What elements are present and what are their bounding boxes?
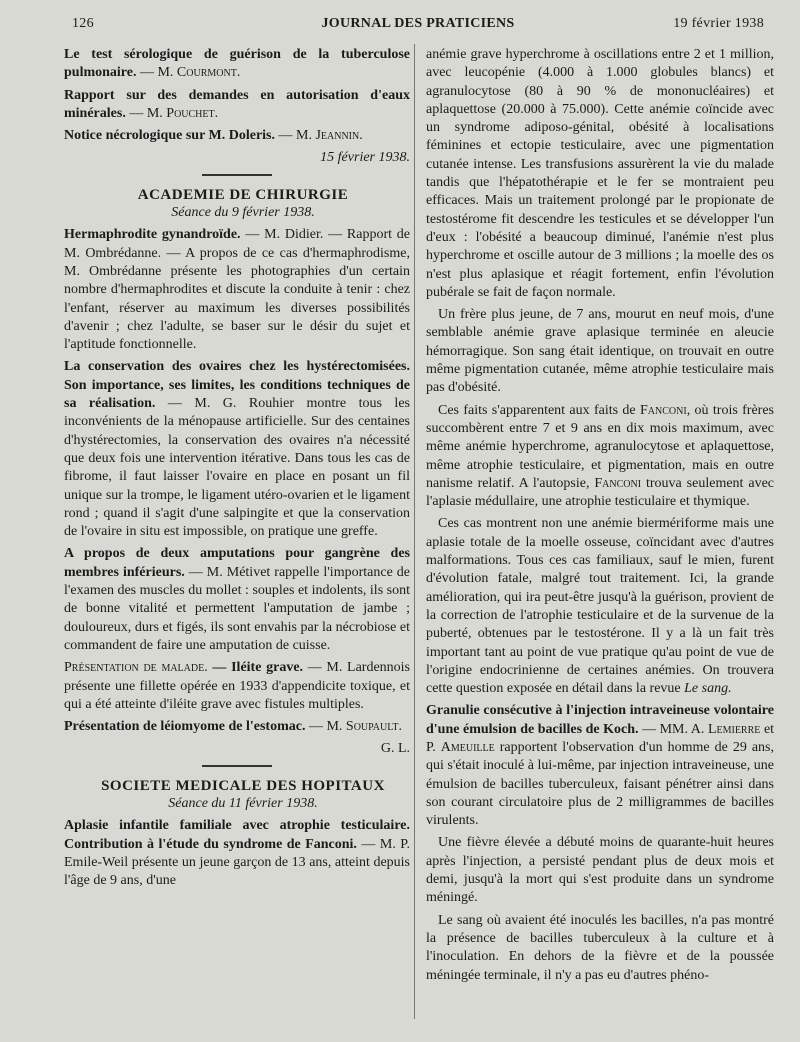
right-column: [426, 46, 774, 989]
article: Granulie consécutive à l'injection intraveineuse volontaire d'une émulsion de bacilles de Koch. — MM. A. Lemierre et P. Ameuille rapportent l'observation d'un homme de 29 ans, qui s'était inoculé à lui-même, par injection intraveineuse, une émulsion de bacilles tuberculeux, faisant pénétrer ainsi dans son courant circulatoire plus de 2 milligrammes de bacilles virulents.: [426, 703, 775, 829]
list-item: Le test sérologique de guérison de la tuberculose pulmonaire. — M. Courmont.: [64, 47, 410, 81]
section-session: Séance du 11 février 1938.: [168, 795, 318, 811]
paragraph: Un frère plus jeune, de 7 ans, mourut en neuf mois, d'une semblable anémie grave aplasique terminée en aleucie hémorragique. Son sang était identique, on trouvait en outre même pigmentation cutanée, même atrophie testiculaire mais pas d'obésité.: [426, 307, 774, 396]
section-heading: SOCIETE MEDICALE DES HOPITAUX: [101, 777, 385, 794]
article: Présentation de léiomyome de l'estomac. — M. Soupault.: [64, 719, 403, 735]
section-heading: ACADEMIE DE CHIRURGIE: [137, 186, 349, 203]
paragraph: Ces faits s'apparentent aux faits de Fanconi, où trois frères succombèrent entre 7 et 9 ans en dix mois maximum, avec même anémie hyperchrome, agranulocytose et aplaquettose, même atrophie testiculaire, et pigmentation, mais en outre nanisme relatif. A l'autopsie, Fanconi trouva seulement avec l'aplasie médullaire, une atrophie testiculaire et thymique.: [426, 402, 775, 510]
section-session: Séance du 9 février 1938.: [171, 205, 315, 221]
signature: G. L.: [380, 741, 410, 757]
separator-rule: [202, 765, 272, 767]
session-date: 15 février 1938.: [320, 150, 410, 166]
paragraph: Le sang où avaient été inoculés les bacilles, n'a pas montré la présence de bacilles tuberculeux à la culture et à l'inoculation. En dehors de la fièvre et de la poussée méningée terminale, il n'y a pas eu d'autres phéno-: [426, 912, 774, 983]
paragraph: Ces cas montrent non une anémie biermériforme mais une aplasie totale de la moelle osseuse, coïncidant avec d'autres malformations. Tous ces cas familiaux, sauf le mien, furent d'évolution fatale, malgré tout traitement. Ici, la grande amélioration, qui ira peut-être jusqu'à la guérison, provient de la correction de l'atrophie testiculaire et de la survenue de la puberté, obtenues par le testostérone. Il y a là un fait très important tant au point de vue pratique qu'au point de vue de l'origine endocrinienne de certaines anémies. On trouvera cette question exposée en détail dans la revue Le sang.: [426, 516, 774, 697]
paragraph: Une fièvre élevée a débuté moins de quarante-huit heures après l'injection, a persisté pendant plus de deux mois et demi, jusqu'à la mort qui s'est produite dans un syndrome méningé.: [426, 835, 774, 906]
page-number: 126: [72, 16, 94, 31]
article: La conservation des ovaires chez les hystérectomisées. Son importance, ses limites, les conditions techniques de sa réalisation. — M. G. Rouhier montre tous les inconvénients de la ménopause artificielle. Sur des centaines d'hystérectomies, la conservation des ovaires n'a nécessité que deux fois une intervention itérative. Dans tous les cas de fibrome, il faut laisser l'ovaire en place en posant un fil unique sur la trompe, le ligament utéro-ovarien et le ligament rond ; quand il s'agit d'une salpingite et que la conservation de l'ovaire in situ est impossible, on pratique une greffe.: [64, 359, 410, 540]
article: A propos de deux amputations pour gangrène des membres inférieurs. — M. Métivet rappelle l'importance de l'examen des muscles du mollet : souples et indolents, ils sont de bonne vitalité et permettent l'amputation de jambe ; douloureux, durs et figés, ils sont envahis par la nécrobiose et commandent de faire une amputation de cuisse.: [64, 546, 411, 653]
list-item: Notice nécrologique sur M. Doleris. — M. Jeannin.: [64, 128, 363, 144]
issue-date: 19 février 1938: [673, 16, 764, 31]
running-header: [72, 14, 764, 36]
journal-title: JOURNAL DES PRATICIENS: [321, 16, 515, 31]
column-divider: [414, 44, 415, 1019]
article: Aplasie infantile familiale avec atrophie testiculaire. Contribution à l'étude du syndrome de Fanconi. — M. P. Emile-Weil présente un jeune garçon de 13 ans, atteint depuis l'âge de 9 ans, d'une: [64, 818, 411, 889]
left-column: [64, 46, 410, 894]
article: Présentation de malade. — Iléite grave. — M. Lardennois présente une fillette opérée en 1933 d'appendicite toxique, et qui a été atteinte d'iléite grave avec fistules multiples.: [64, 660, 411, 712]
separator-rule: [202, 174, 272, 176]
article: Hermaphrodite gynandroïde. — M. Didier. — Rapport de M. Ombrédanne. — A propos de ce cas d'hermaphrodisme, M. Ombrédanne présente les photographies d'un certain nombre d'hermaphrodites et discute la conduite à tenir : chez l'enfant, réserver au maximum les diverses possibilités d'avenir ; chez l'adulte, se baser sur le désir du sujet et l'aptitude fonctionnelle.: [64, 227, 410, 353]
paragraph: anémie grave hyperchrome à oscillations entre 2 et 1 million, avec leucopénie (4.000 à 1.000 globules blancs) et agranulocytose (80 à 90 % de mononucléaires) et aplaquettose (20.000 à 75.000). Cette anémie coïncide avec un syndrome adiposo-génital, obésité à localisations féminines et ectopie testiculaire, avec une pigmentation cutanée intense. Les transfusions assurèrent la vie du malade tandis que l'hépatothérapie et le fer se montraient peu efficaces. Mais un traitement prolongé par le propionate de testostérome fit descendre les testicules et se développer l'un d'eux : l'obésité a beaucoup diminué, l'anémie n'est plus hyperchrome et oscille autour de 3 millions ; la moelle des os n'est plus aplasique et réagit fortement, enfin l'évolution pubérale se fait de façon normale.: [426, 47, 774, 300]
list-item: Rapport sur des demandes en autorisation d'eaux minérales. — M. Pouchet.: [64, 87, 410, 121]
